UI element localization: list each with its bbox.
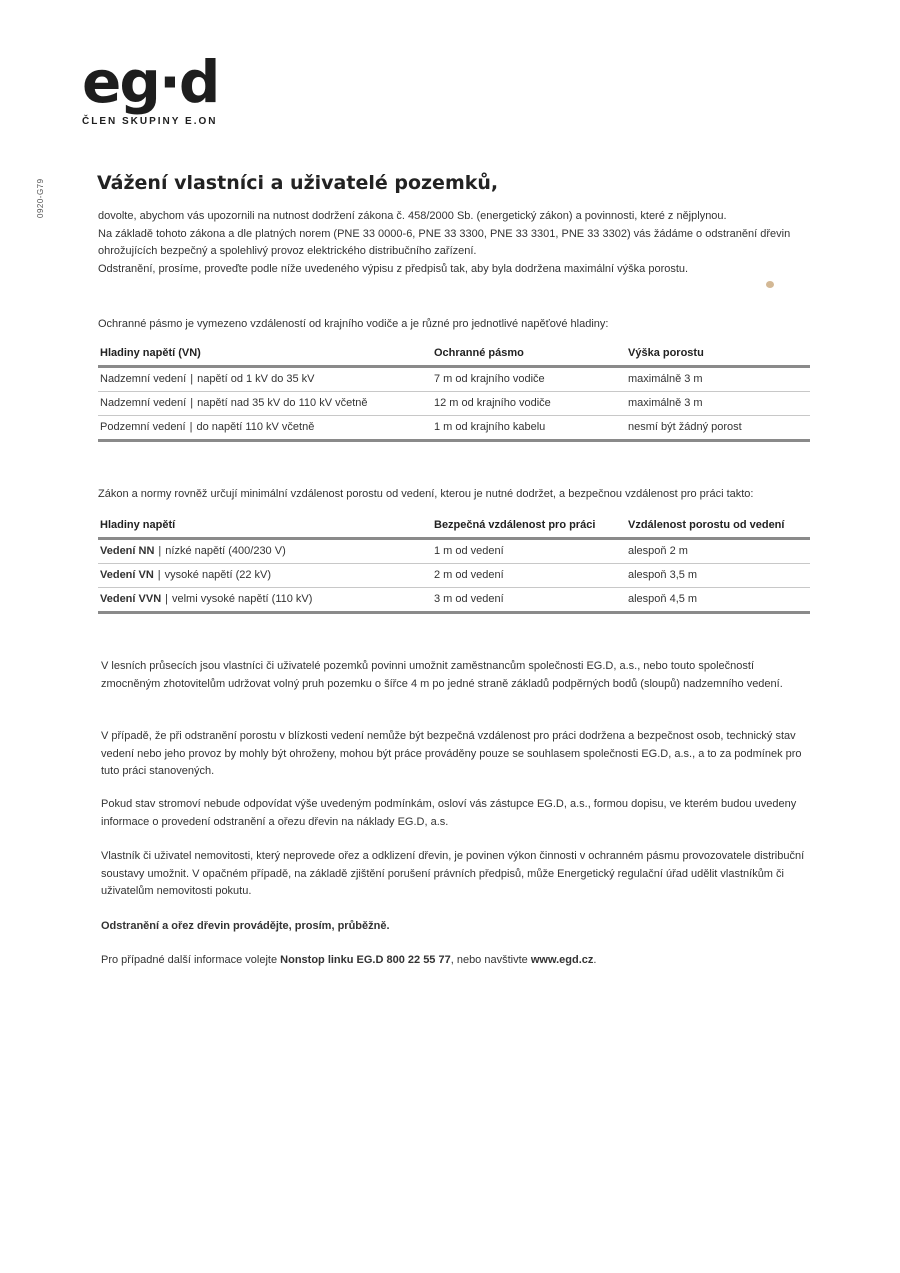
contact-info xyxy=(101,952,813,970)
logo-subtitle: ČLEN SKUPINY E.ON xyxy=(82,116,218,127)
voltage-level-cell: Podzemní vedení | do napětí 110 kV včetně xyxy=(98,416,432,441)
protection-zone-cell: 12 m od krajního vodiče xyxy=(432,392,626,416)
protection-zone-cell: 7 m od krajního vodiče xyxy=(432,367,626,392)
column-header: Vzdálenost porostu od vedení xyxy=(626,516,810,539)
website-link[interactable]: www.egd.cz xyxy=(530,954,594,966)
vegetation-distance-cell: alespoň 2 m xyxy=(626,539,810,564)
vegetation-distance-cell: alespoň 4,5 m xyxy=(626,588,810,613)
column-header: Výška porostu xyxy=(626,344,810,367)
table-row xyxy=(98,392,810,416)
contact-prefix: Pro případné další informace volejte xyxy=(101,954,281,966)
table-row xyxy=(98,588,810,613)
vegetation-distance-cell: alespoň 3,5 m xyxy=(626,564,810,588)
vegetation-height-cell: nesmí být žádný porost xyxy=(626,416,810,441)
voltage-level-cell: Vedení NN | nízké napětí (400/230 V) xyxy=(98,539,432,564)
safe-distance-cell: 2 m od vedení xyxy=(432,564,626,588)
paragraph-representative-letter: Pokud stav stromoví nebude odpovídat výše uvedeným podmínkám, osloví vás zástupce EG.D, a.s., formou dopisu, ve kterém budou uvedeny informace o provedení odstranění a ořezu dřevin na náklady EG.D, a.s. xyxy=(101,798,797,828)
contact-suffix: . xyxy=(593,954,597,966)
voltage-level-cell: Vedení VVN | velmi vysoké napětí (110 kV) xyxy=(98,588,432,613)
table-row xyxy=(98,416,810,441)
protection-zone-table xyxy=(98,344,810,442)
column-header: Ochranné pásmo xyxy=(432,344,626,367)
safe-distance-cell: 1 m od vedení xyxy=(432,539,626,564)
table-header-row xyxy=(98,344,810,367)
column-header: Hladiny napětí xyxy=(98,516,432,539)
voltage-level-cell: Nadzemní vedení | napětí od 1 kV do 35 kV xyxy=(98,367,432,392)
closing-emphasis: Odstranění a ořez dřevin provádějte, prosím, průběžně. xyxy=(101,920,390,932)
voltage-level-cell: Nadzemní vedení | napětí nad 35 kV do 110 kV včetně xyxy=(98,392,432,416)
table1-lead: Ochranné pásmo je vymezeno vzdáleností od krajního vodiče a je různé pro jednotlivé napěťové hladiny: xyxy=(98,318,609,330)
paragraph-owner-obligation: Vlastník či uživatel nemovitosti, který neprovede ořez a odklizení dřevin, je povinen výkon činnosti v ochranném pásmu provozovatele distribuční soustavy umožnit. V opačném případě, na základě zjištění porušení právních předpisů, může Energetický regulační úřad udělit vlastníkům či uživatelům nemovitosti pokutu. xyxy=(101,850,805,897)
protection-zone-cell: 1 m od krajního kabelu xyxy=(432,416,626,441)
table2-lead: Zákon a normy rovněž určují minimální vzdálenost porostu od vedení, kterou je nutné dodržet, a bezpečnou vzdálenost pro práci takto: xyxy=(98,488,754,500)
voltage-level-cell: Vedení VN | vysoké napětí (22 kV) xyxy=(98,564,432,588)
table-row xyxy=(98,367,810,392)
table-row xyxy=(98,564,810,588)
column-header: Hladiny napětí (VN) xyxy=(98,344,432,367)
egd-logo xyxy=(82,48,219,127)
intro-line-1: dovolte, abychom vás upozornili na nutnost dodržení zákona č. 458/2000 Sb. (energetický zákon) a povinnosti, které z nějplynou. xyxy=(98,210,727,222)
intro-line-3: Odstranění, prosíme, proveďte podle níže uvedeného výpisu z předpisů tak, aby byla dodržena maximální výška porostu. xyxy=(98,262,689,275)
safety-distance-table xyxy=(98,516,810,614)
paragraph-forest-clearings: V lesních průsecích jsou vlastníci či uživatelé pozemků povinni umožnit zaměstnancům společnosti EG.D, a.s., nebo touto společností zmocněným zhotovitelům udržovat volný pruh pozemku o šířce 4 m po jedné straně základů podpěrných bodů (sloupů) nadzemního vedení. xyxy=(101,660,783,690)
vegetation-height-cell: maximálně 3 m xyxy=(626,367,810,392)
paragraph-safety-consent: V případě, že při odstranění porostu v blízkosti vedení nemůže být bezpečná vzdálenost pro práci dodržena a bezpečnost osob, technický stav vedení nebo jeho provoz by mohly být ohroženy, mohou být práce prováděny pouze se souhlasem společnosti EG.D, a.s., a to za podmínek pro tuto práci stanovených. xyxy=(101,730,802,777)
letter-salutation: Vážení vlastníci a uživatelé pozemků, xyxy=(97,172,499,194)
intro-line-2: Na základě tohoto zákona a dle platných norem (PNE 33 0000-6, PNE 33 3300, PNE 33 3301, PNE 33 3302) vás žádáme o odstranění dřevin ohrožujících bezpečný a spolehlivý provoz elektrického distribučního zařízení. xyxy=(98,227,791,257)
table-row xyxy=(98,539,810,564)
column-header: Bezpečná vzdálenost pro práci xyxy=(432,516,626,539)
logo-wordmark: eg·d xyxy=(82,48,219,116)
hotline-number: Nonstop linku EG.D 800 22 55 77 xyxy=(280,954,451,966)
document-code: 0920-G79 xyxy=(36,178,45,218)
safe-distance-cell: 3 m od vedení xyxy=(432,588,626,613)
table-header-row xyxy=(98,516,810,539)
paper-smudge xyxy=(766,281,774,288)
vegetation-height-cell: maximálně 3 m xyxy=(626,392,810,416)
intro-text xyxy=(98,208,818,278)
contact-middle: , nebo navštivte xyxy=(450,954,531,966)
